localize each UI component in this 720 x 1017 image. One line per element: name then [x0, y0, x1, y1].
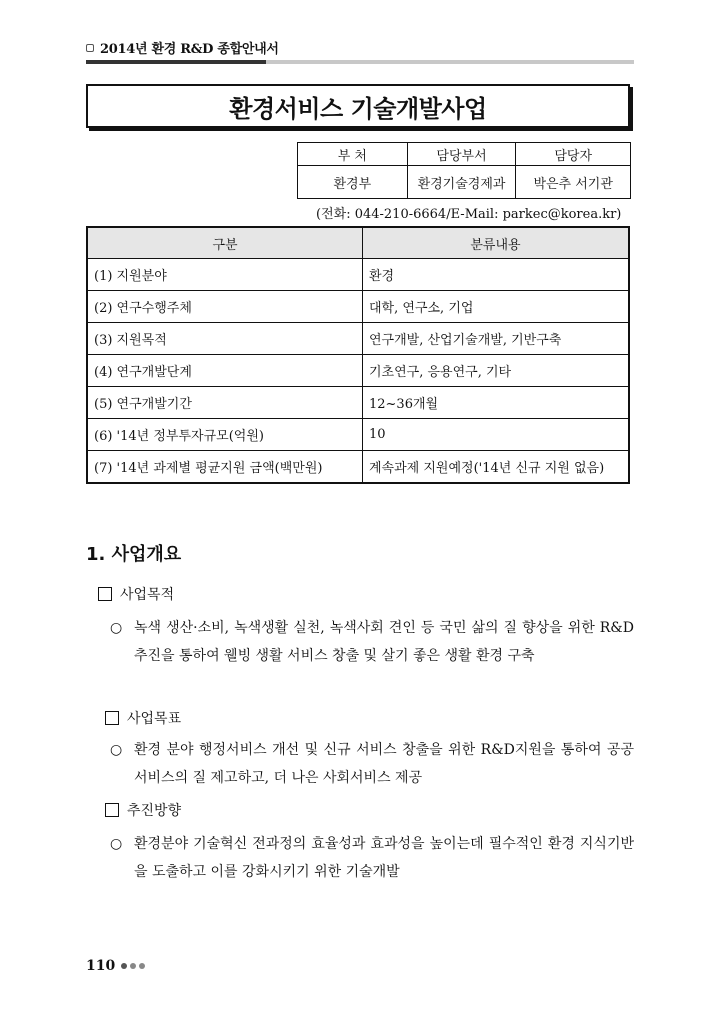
row-value: 환경	[363, 259, 630, 291]
bullet-text: 환경 분야 행정서비스 개선 및 신규 서비스 창출을 위한 R&D지원을 통하여 공공서비스의 질 제고하고, 더 나은 사회서비스 제공	[134, 742, 634, 786]
bullet-icon	[86, 44, 94, 52]
footer-dots-icon	[121, 963, 145, 969]
summary-header-content: 분류내용	[363, 227, 630, 259]
table-row	[87, 291, 629, 323]
bullet-item	[110, 614, 634, 670]
subheading-label: 사업목적	[120, 587, 175, 603]
circle-bullet-icon: ○	[110, 742, 123, 758]
row-label: (4) 연구개발단계	[87, 355, 363, 387]
page-title-box	[86, 84, 630, 128]
summary-header-category: 구분	[87, 227, 363, 259]
row-value: 10	[363, 419, 630, 451]
row-value: 기초연구, 응용연구, 기타	[363, 355, 630, 387]
bullet-item	[110, 736, 634, 792]
table-row	[87, 419, 629, 451]
row-label: (2) 연구수행주체	[87, 291, 363, 323]
row-value: 대학, 연구소, 기업	[363, 291, 630, 323]
summary-table	[86, 226, 630, 484]
bullet-item	[110, 830, 634, 886]
subheading-label: 추진방향	[127, 803, 182, 819]
contact-person: 박은추 서기관	[516, 166, 631, 199]
contact-header-department: 담당부서	[407, 143, 516, 166]
table-row	[87, 451, 629, 484]
circle-bullet-icon: ○	[110, 620, 123, 636]
row-label: (7) '14년 과제별 평균지원 금액(백만원)	[87, 451, 363, 484]
subheading-goal	[105, 708, 181, 728]
row-value: 연구개발, 산업기술개발, 기반구축	[363, 323, 630, 355]
page-title: 환경서비스 기술개발사업	[229, 94, 487, 123]
table-row	[87, 323, 629, 355]
row-value: 계속과제 지원예정('14년 신규 지원 없음)	[363, 451, 630, 484]
contact-table	[297, 142, 631, 199]
header-rule-dark	[86, 60, 266, 64]
table-row	[87, 387, 629, 419]
page-footer	[86, 958, 145, 974]
running-header	[86, 38, 634, 64]
row-value: 12~36개월	[363, 387, 630, 419]
checkbox-square-icon	[105, 803, 119, 817]
table-row	[87, 259, 629, 291]
row-label: (3) 지원목적	[87, 323, 363, 355]
row-label: (6) '14년 정부투자규모(억원)	[87, 419, 363, 451]
row-label: (1) 지원분야	[87, 259, 363, 291]
section-title: 1. 사업개요	[86, 544, 182, 565]
table-row	[87, 355, 629, 387]
page-number: 110	[86, 958, 116, 974]
contact-header-ministry: 부 처	[298, 143, 408, 166]
subheading-label: 사업목표	[127, 711, 182, 727]
checkbox-square-icon	[98, 587, 112, 601]
header-rule-light	[266, 60, 634, 64]
subheading-direction	[105, 800, 181, 820]
bullet-text: 녹색 생산·소비, 녹색생활 실천, 녹색사회 견인 등 국민 삶의 질 향상을 위한 R&D추진을 통하여 웰빙 생활 서비스 창출 및 살기 좋은 생활 환경 구축	[134, 620, 634, 664]
contact-header-person: 담당자	[516, 143, 631, 166]
checkbox-square-icon	[105, 711, 119, 725]
contact-ministry: 환경부	[298, 166, 408, 199]
circle-bullet-icon: ○	[110, 836, 123, 852]
row-label: (5) 연구개발기간	[87, 387, 363, 419]
contact-department: 환경기술경제과	[407, 166, 516, 199]
subheading-purpose	[98, 584, 174, 604]
bullet-text: 환경분야 기술혁신 전과정의 효율성과 효과성을 높이는데 필수적인 환경 지식기반을 도출하고 이를 강화시키기 위한 기술개발	[134, 836, 634, 880]
running-title: 2014년 환경 R&D 종합안내서	[100, 42, 279, 57]
contact-phone-email: (전화: 044-210-6664/E-Mail: parkec@korea.kr)	[316, 207, 622, 222]
